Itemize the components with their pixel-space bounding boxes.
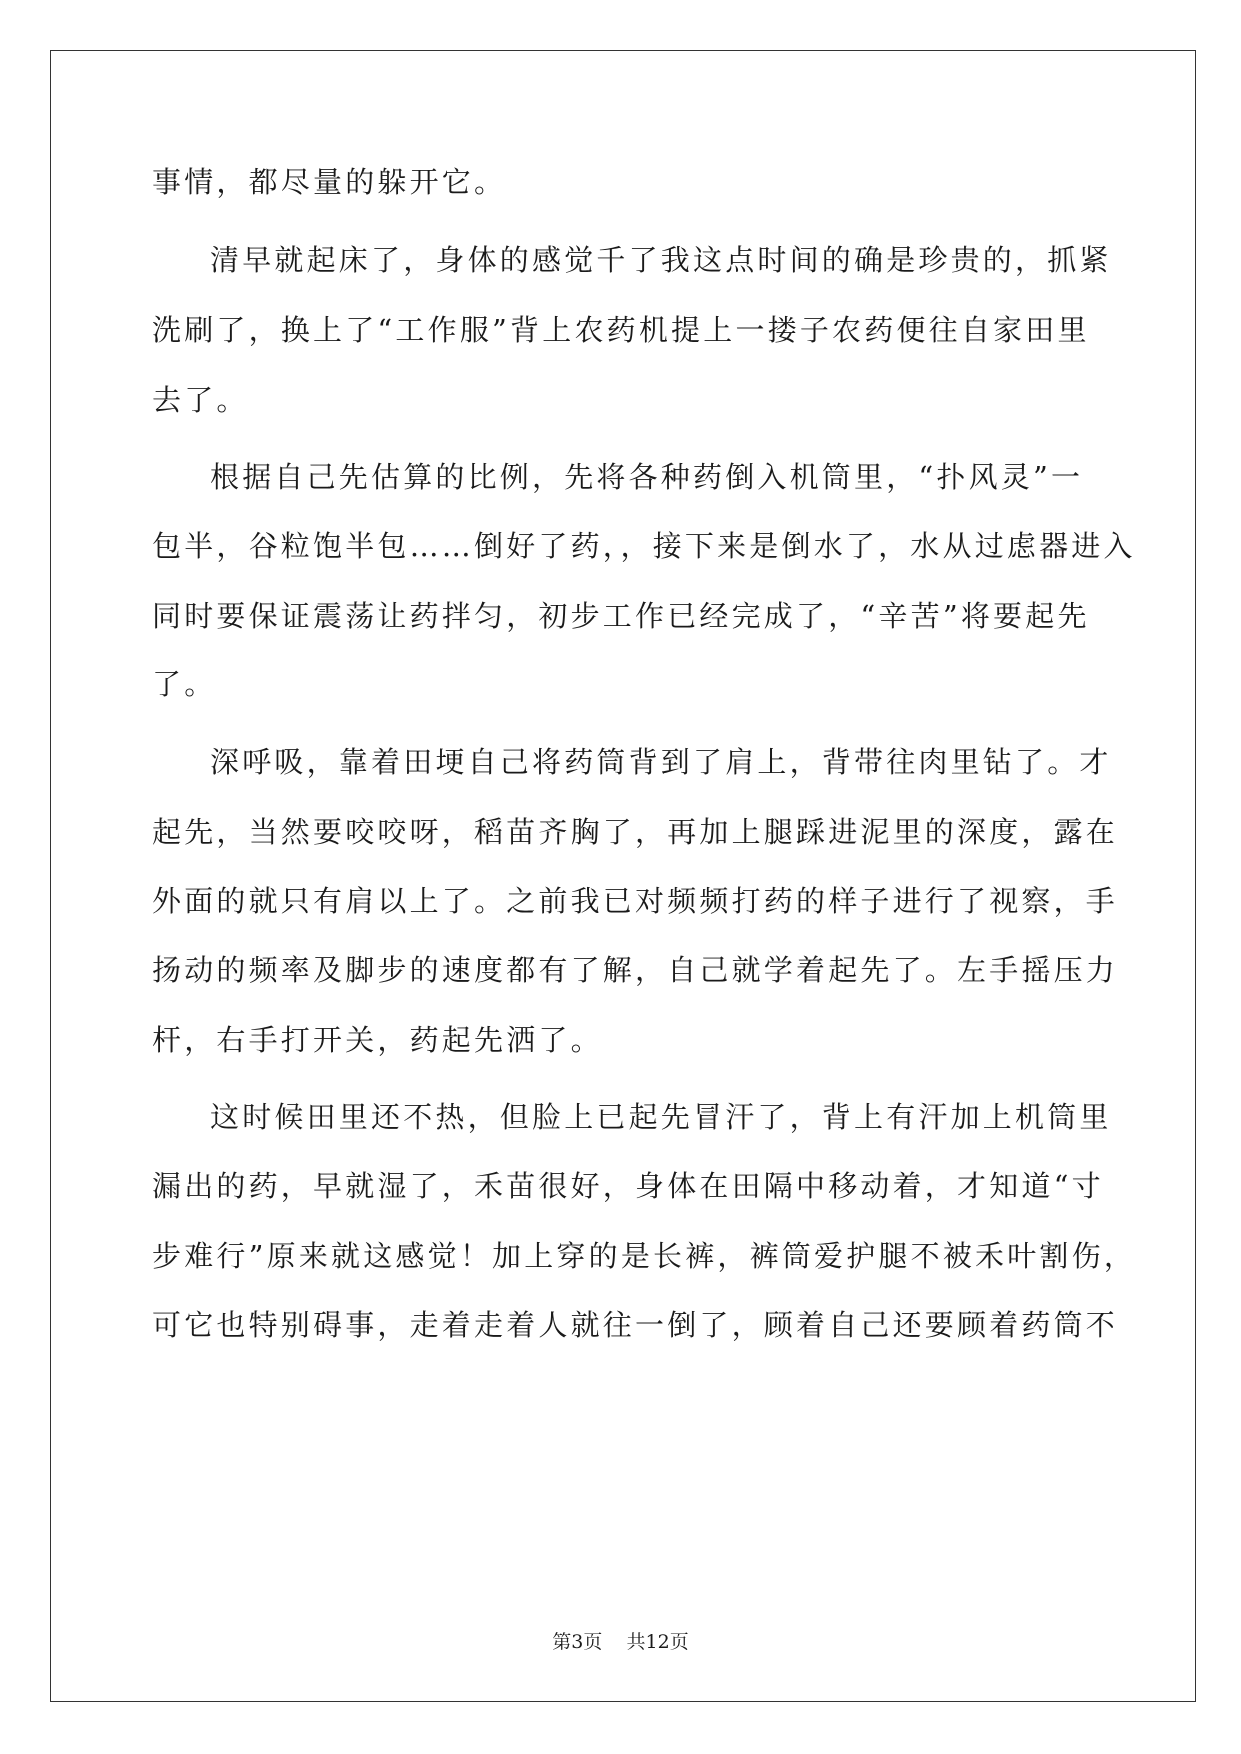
text-line: 漏出的药，早就湿了，禾苗很好，身体在田隔中移动着，才知道“寸 [152,1169,1104,1203]
text-line: 同时要保证震荡让药拌匀，初步工作已经完成了，“辛苦”将要起先 [152,599,1090,633]
text-line: 杆，右手打开关，药起先洒了。 [152,1023,603,1057]
text-line: 根据自己先估算的比例，先将各种药倒入机筒里，“扑风灵”一 [210,460,1084,494]
page-footer [0,1630,1241,1654]
text-line: 了。 [152,667,217,701]
page-number: 第3页 [552,1631,603,1653]
text-line: 可它也特别碍事，走着走着人就往一倒了，顾着自己还要顾着药筒不 [152,1308,1119,1342]
text-line: 外面的就只有肩以上了。之前我已对频频打药的样子进行了视察，手 [152,884,1119,918]
page-border [50,50,1196,1702]
text-line: 起先，当然要咬咬呀，稻苗齐胸了，再加上腿踩进泥里的深度，露在 [152,815,1119,849]
text-line: 去了。 [152,383,249,417]
text-line: 这时候田里还不热，但脸上已起先冒汗了，背上有汗加上机筒里 [210,1100,1112,1134]
page-total: 共12页 [626,1631,689,1653]
text-line: 扬动的频率及脚步的速度都有了解，自己就学着起先了。左手摇压力 [152,953,1119,987]
text-line: 包半，谷粒饱半包……倒好了药，，接下来是倒水了，水从过虑器进入 [152,529,1136,563]
text-line: 事情，都尽量的躲开它。 [152,165,507,199]
text-line: 洗刷了，换上了“工作服”背上农药机提上一搂子农药便往自家田里 [152,313,1090,347]
text-line: 步难行”原来就这感觉！加上穿的是长裤，裤筒爱护腿不被禾叶割伤， [152,1239,1137,1273]
text-line: 深呼吸，靠着田埂自己将药筒背到了肩上，背带往肉里钻了。才 [210,745,1112,779]
text-line: 清早就起床了，身体的感觉千了我这点时间的确是珍贵的，抓紧 [210,243,1112,277]
